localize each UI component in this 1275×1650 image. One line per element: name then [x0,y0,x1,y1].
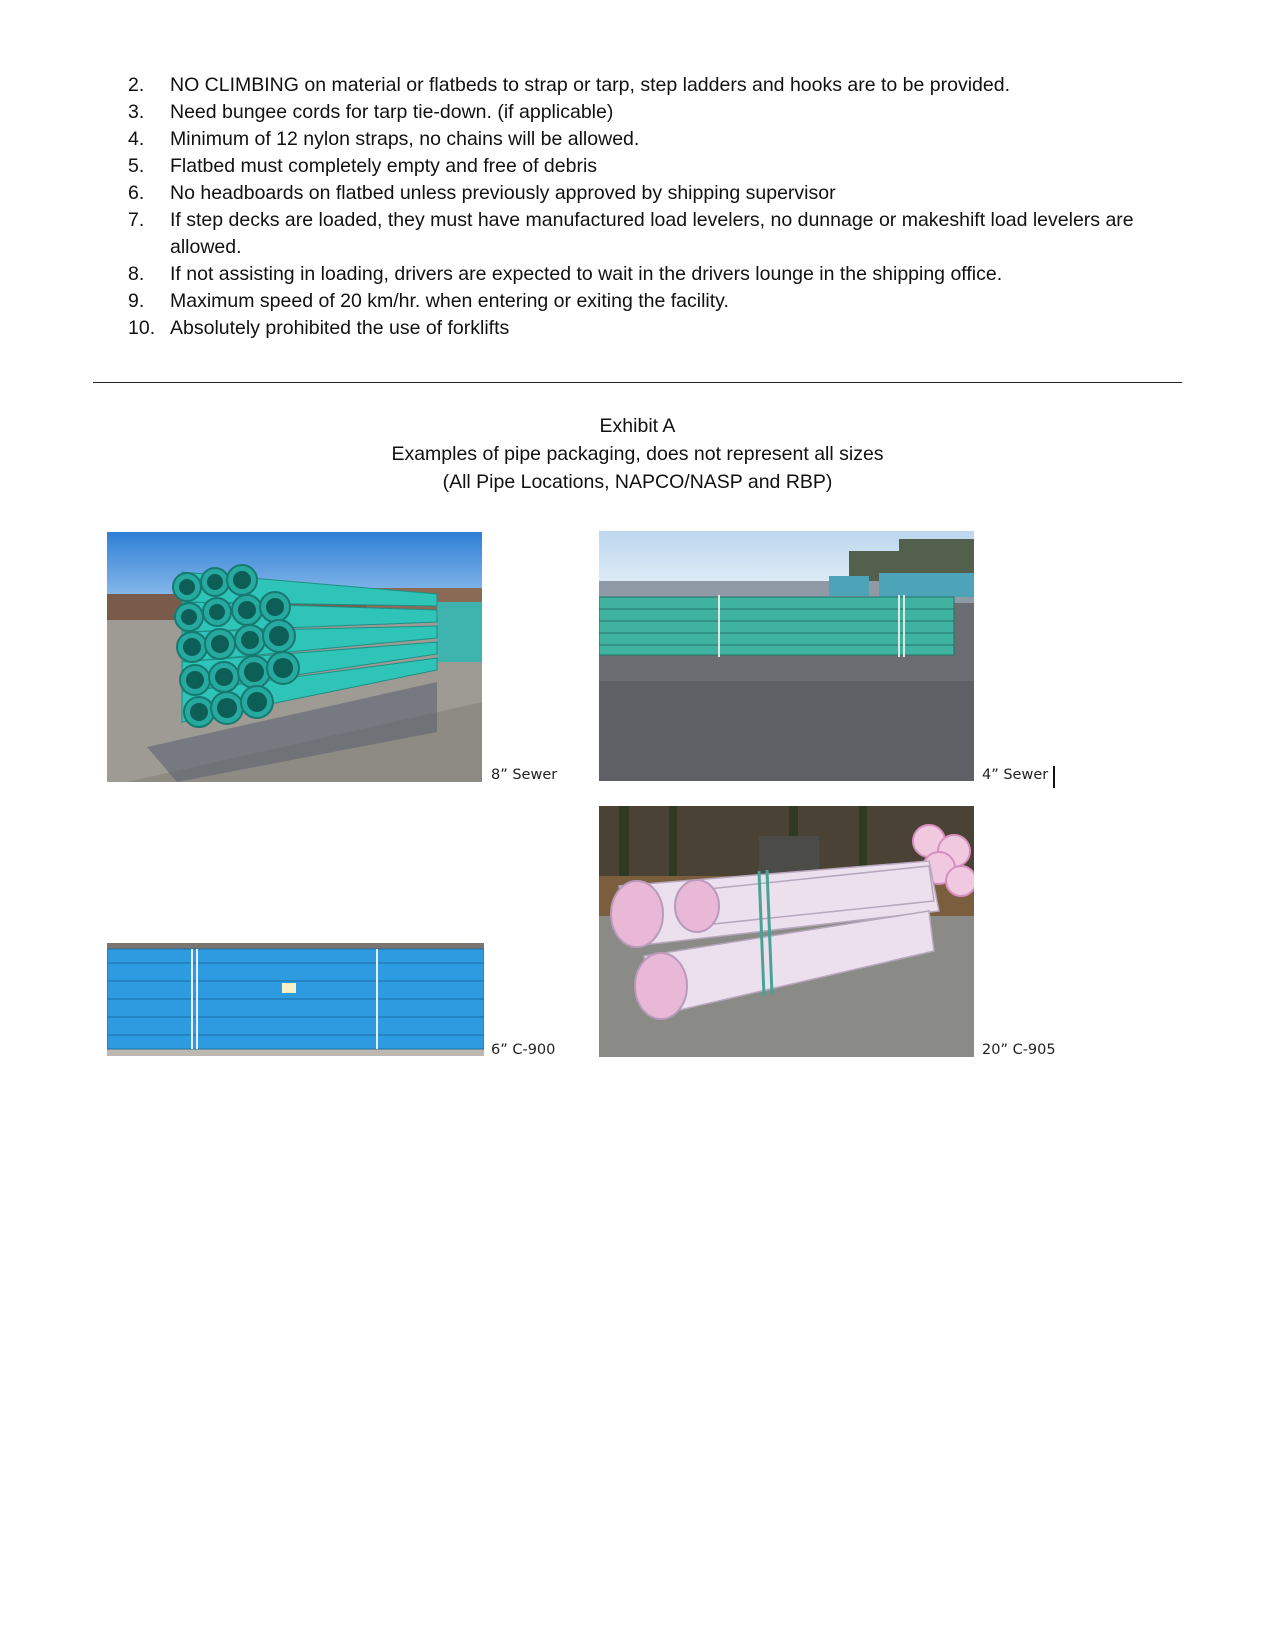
rule-number: 7. [128,209,145,231]
rule-number: 10. [128,317,156,339]
rule-text: Absolutely prohibited the use of forklifts [170,317,510,339]
photo-caption-6in-c900: 6” C-900 [491,1042,556,1058]
exhibit-subtitle: Examples of pipe packaging, does not represent all sizes [391,443,884,465]
photo-6in-c900 [107,943,484,1056]
rule-item [128,153,1168,180]
rule-number: 4. [128,128,145,150]
loading-rules-list [128,72,1168,342]
photo-caption-20in-c905: 20” C-905 [982,1042,1056,1058]
exhibit-heading [0,412,1275,496]
rule-number: 3. [128,101,145,123]
rule-item [128,315,1168,342]
photo-8in-sewer [107,532,482,782]
rule-number: 9. [128,290,145,312]
photo-20in-c905 [599,806,974,1057]
rule-item [128,288,1168,315]
exhibit-locations: (All Pipe Locations, NAPCO/NASP and RBP) [442,471,833,493]
rule-item [128,261,1168,288]
rule-text: Flatbed must completely empty and free of debris [170,155,598,177]
rule-text: If step decks are loaded, they must have manufactured load levelers, no dunnage or makeshift load levelers are allowed. [170,209,1134,258]
text-cursor [1053,766,1055,788]
pipe-bundle-image [599,806,974,1057]
rule-item [128,99,1168,126]
pipe-bundle-image [107,532,482,782]
rule-item [128,126,1168,153]
photo-caption-8in-sewer: 8” Sewer [491,767,558,783]
rule-number: 8. [128,263,145,285]
rule-number: 6. [128,182,145,204]
photo-caption-4in-sewer: 4” Sewer [982,767,1049,783]
exhibit-title: Exhibit A [599,415,676,437]
rule-item [128,72,1168,99]
pipe-stack [599,597,954,655]
rule-text: NO CLIMBING on material or flatbeds to strap or tarp, step ladders and hooks are to be provided. [170,74,1011,96]
rule-text: Maximum speed of 20 km/hr. when entering or exiting the facility. [170,290,729,312]
rule-item [128,207,1168,261]
rule-text: If not assisting in loading, drivers are expected to wait in the drivers lounge in the shipping office. [170,263,1003,285]
section-divider [93,382,1182,383]
rule-text: Need bungee cords for tarp tie-down. (if applicable) [170,101,614,123]
rule-item [128,180,1168,207]
pipe-stack [107,949,484,1049]
pipe-bundle-image [599,531,974,781]
photo-4in-sewer [599,531,974,781]
rule-number: 2. [128,74,145,96]
rule-text: No headboards on flatbed unless previously approved by shipping supervisor [170,182,836,204]
rule-text: Minimum of 12 nylon straps, no chains will be allowed. [170,128,640,150]
pipe-bundle-image [107,943,484,1056]
rule-number: 5. [128,155,145,177]
